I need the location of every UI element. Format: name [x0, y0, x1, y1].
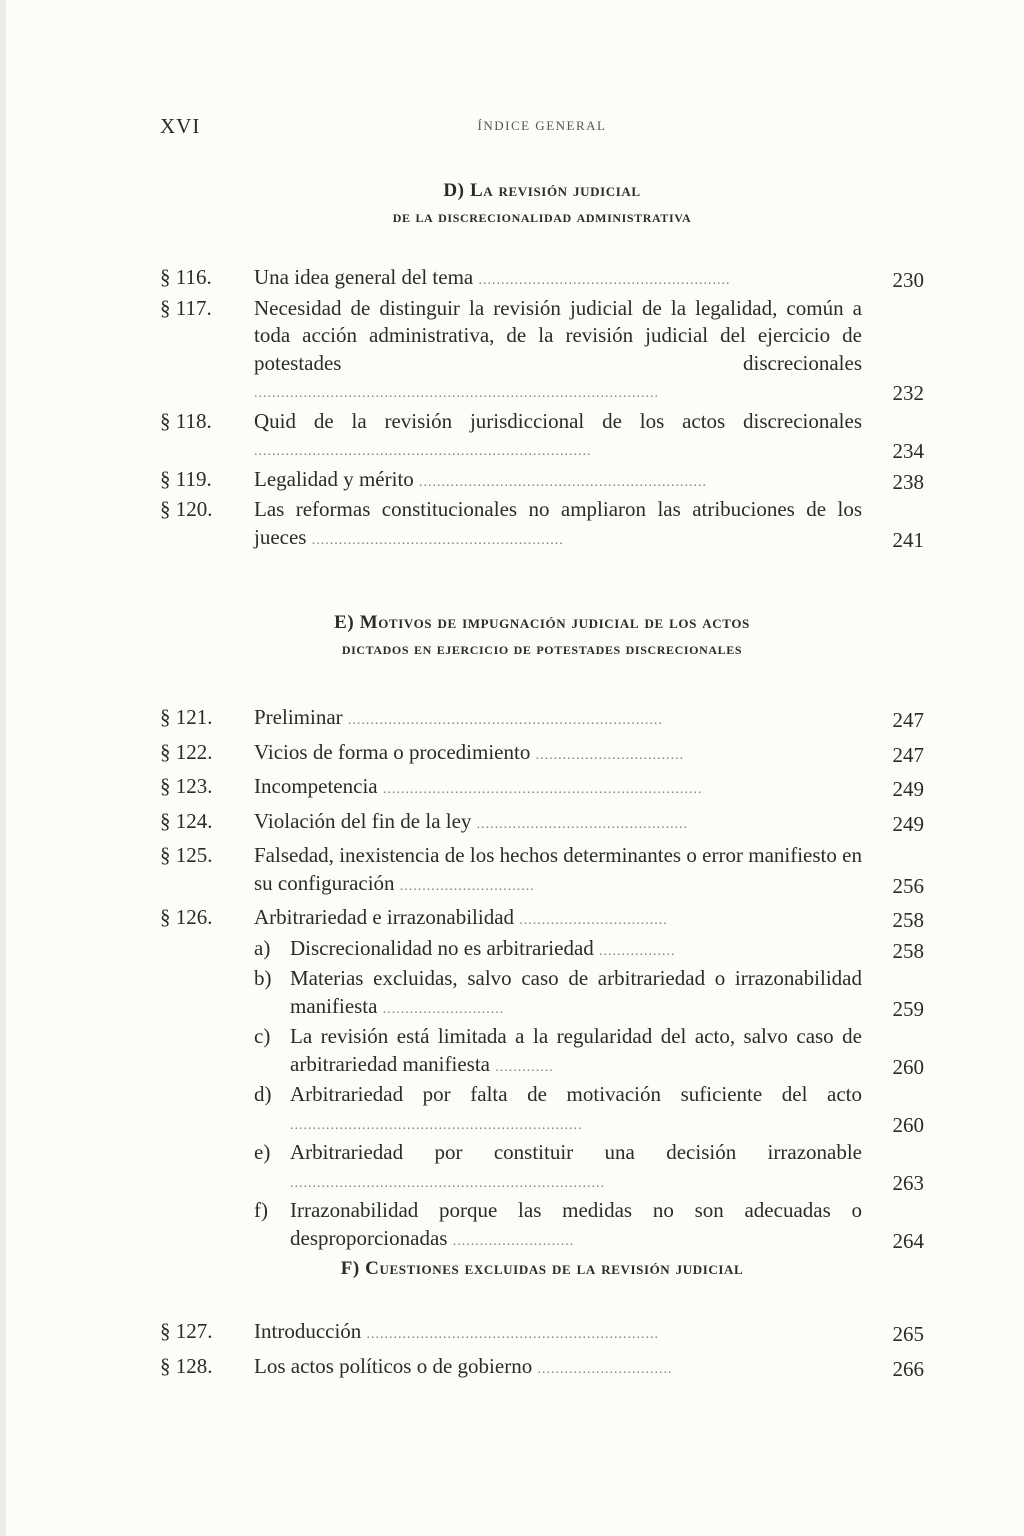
- subentry-text: Materias excluidas, salvo caso de arbitrariedad o irrazonabilidad manifiesta: [290, 966, 862, 1018]
- subentry-letter: f): [254, 1198, 268, 1222]
- section-d: [160, 178, 924, 554]
- entry-number: § 125.: [160, 843, 213, 867]
- section-d-heading: [160, 178, 924, 230]
- leader-dots: ...........................................................................: [254, 444, 592, 459]
- entry-text: Las reformas constitucionales no ampliaron las atribuciones de los jueces: [254, 497, 862, 549]
- toc-entry[interactable]: [160, 808, 924, 839]
- toc-entry[interactable]: [160, 904, 924, 935]
- entry-page: 256: [892, 873, 924, 898]
- leader-dots: ..............................: [399, 878, 535, 894]
- leader-dots: ...........................: [452, 1233, 575, 1249]
- leader-dots: ......................................................................: [347, 713, 663, 728]
- section-d-title-line1: D) La revisión judicial: [443, 180, 641, 201]
- leader-dots: .................: [599, 943, 676, 959]
- leader-dots: ..........................................................................................: [254, 386, 659, 401]
- toc-entry[interactable]: [160, 496, 924, 554]
- toc-entry[interactable]: [160, 704, 924, 735]
- subentry-page: 260: [892, 1112, 924, 1137]
- entry-number: § 128.: [160, 1353, 213, 1378]
- toc-entry[interactable]: [160, 264, 924, 295]
- entry-number: § 124.: [160, 808, 213, 833]
- page-number: XVI: [160, 114, 201, 138]
- leader-dots: ...............................................: [476, 816, 689, 832]
- subentry-letter: e): [254, 1140, 271, 1164]
- subentry-letter: b): [254, 966, 272, 990]
- entry-text: Una idea general del tema: [254, 265, 474, 289]
- toc-entry[interactable]: [160, 1318, 924, 1349]
- toc-entry[interactable]: [160, 295, 924, 408]
- toc-subentry[interactable]: [160, 1081, 924, 1139]
- entry-number: § 116.: [160, 265, 212, 289]
- leader-dots: .................................: [519, 913, 668, 928]
- entry-page: 232: [892, 381, 924, 405]
- entry-page: 241: [892, 527, 924, 552]
- section-e-title-line2: dictados en ejercicio de potestades discrecionales: [341, 639, 743, 658]
- entry-number: § 119.: [160, 466, 212, 491]
- entry-text: Necesidad de distinguir la revisión judicial de la legalidad, común a toda acción administrativa, de la revisión judicial del ejercicio de potestades discrecionales: [254, 295, 862, 375]
- entry-number: § 121.: [160, 705, 213, 729]
- section-f-heading: [160, 1256, 924, 1282]
- entry-number: § 117.: [160, 295, 212, 320]
- entry-number: § 123.: [160, 774, 213, 798]
- section-f: [160, 1256, 924, 1383]
- toc-entry[interactable]: [160, 739, 924, 770]
- subentry-text: La revisión está limitada a la regularidad del acto, salvo caso de arbitrariedad manifiesta: [290, 1024, 862, 1076]
- subentry-page: 260: [892, 1054, 924, 1079]
- entry-number: § 126.: [160, 905, 213, 929]
- running-title: ÍNDICE GENERAL: [477, 118, 607, 133]
- entry-text: Arbitrariedad e irrazonabilidad: [254, 905, 515, 929]
- entry-text: Incompetencia: [254, 774, 378, 798]
- toc-entry[interactable]: [160, 466, 924, 497]
- entry-number: § 118.: [160, 408, 212, 433]
- section-d-title-line2: de la discrecionalidad administrativa: [392, 207, 692, 226]
- leader-dots: ......................................................................: [290, 1175, 605, 1191]
- entry-page: 265: [892, 1322, 924, 1346]
- subentry-page: 263: [892, 1170, 924, 1195]
- subentry-text: Arbitrariedad por constituir una decisión irrazonable: [290, 1140, 862, 1164]
- toc-entry[interactable]: [160, 773, 924, 804]
- section-f-title-line1: F) Cuestiones excluidas de la revisión judicial: [340, 1258, 744, 1279]
- leader-dots: ........................................................: [478, 273, 731, 288]
- toc-subentry[interactable]: [160, 1139, 924, 1197]
- entry-text: Preliminar: [254, 705, 343, 729]
- subentry-page: 264: [892, 1228, 924, 1253]
- leader-dots: ........................................................: [311, 532, 564, 548]
- subentry-text: Discrecionalidad no es arbitrariedad: [290, 935, 594, 960]
- toc-entry[interactable]: [160, 842, 924, 900]
- section-f-entries: [160, 1318, 924, 1383]
- subentry-text: Irrazonabilidad porque las medidas no son adecuadas o desproporcionadas: [290, 1198, 862, 1250]
- entry-text: Los actos políticos o de gobierno: [254, 1353, 533, 1378]
- entry-text: Violación del fin de la ley: [254, 808, 472, 833]
- entry-page: 266: [892, 1356, 924, 1381]
- page-left-edge: [0, 0, 6, 1536]
- entry-page: 247: [892, 742, 924, 767]
- entry-page: 249: [892, 811, 924, 836]
- section-d-entries: [160, 264, 924, 554]
- entry-page: 258: [892, 908, 924, 932]
- running-head: [160, 114, 924, 138]
- entry-page: 234: [892, 439, 924, 463]
- entry-page: 249: [892, 777, 924, 801]
- section-e-heading: [160, 610, 924, 662]
- leader-dots: .......................................................................: [382, 782, 703, 797]
- subentry-text: Arbitrariedad por falta de motivación suficiente del acto: [290, 1082, 862, 1106]
- entry-page: 238: [892, 469, 924, 494]
- toc-subentry[interactable]: [160, 1023, 924, 1081]
- toc-entry[interactable]: [160, 408, 924, 466]
- subentry-letter: a): [254, 935, 271, 960]
- leader-dots: .................................: [535, 747, 685, 763]
- leader-dots: ..............................: [537, 1361, 673, 1377]
- entry-number: § 120.: [160, 497, 213, 521]
- entry-number: § 127.: [160, 1319, 213, 1343]
- leader-dots: .................................................................: [290, 1117, 583, 1133]
- entry-page: 230: [892, 268, 924, 292]
- section-e: [160, 610, 924, 1255]
- leader-dots: .............: [495, 1059, 554, 1075]
- subentry-letter: c): [254, 1024, 271, 1048]
- entry-text: Legalidad y mérito: [254, 466, 414, 491]
- subentry-letter: d): [254, 1082, 272, 1106]
- entry-page: 247: [892, 708, 924, 732]
- entry-text: Quid de la revisión jurisdiccional de los actos discrecionales: [254, 408, 862, 433]
- entry-text: Introducción: [254, 1319, 362, 1343]
- leader-dots: ................................................................: [419, 474, 708, 490]
- toc-subentry[interactable]: [160, 1197, 924, 1255]
- subentry-page: 259: [892, 996, 924, 1021]
- leader-dots: ...........................: [382, 1001, 505, 1017]
- section-e-title-line1: E) Motivos de impugnación judicial de los actos: [334, 612, 750, 633]
- entry-number: § 122.: [160, 739, 213, 764]
- toc-subentry[interactable]: [160, 935, 924, 966]
- toc-subentry[interactable]: [160, 965, 924, 1023]
- section-e-entries: [160, 704, 924, 1255]
- toc-entry[interactable]: [160, 1353, 924, 1384]
- leader-dots: .................................................................: [366, 1327, 660, 1342]
- subentry-page: 258: [892, 938, 924, 963]
- entry-text: Falsedad, inexistencia de los hechos determinantes o error manifiesto en su configuración: [254, 843, 862, 895]
- entry-text: Vicios de forma o procedimiento: [254, 739, 531, 764]
